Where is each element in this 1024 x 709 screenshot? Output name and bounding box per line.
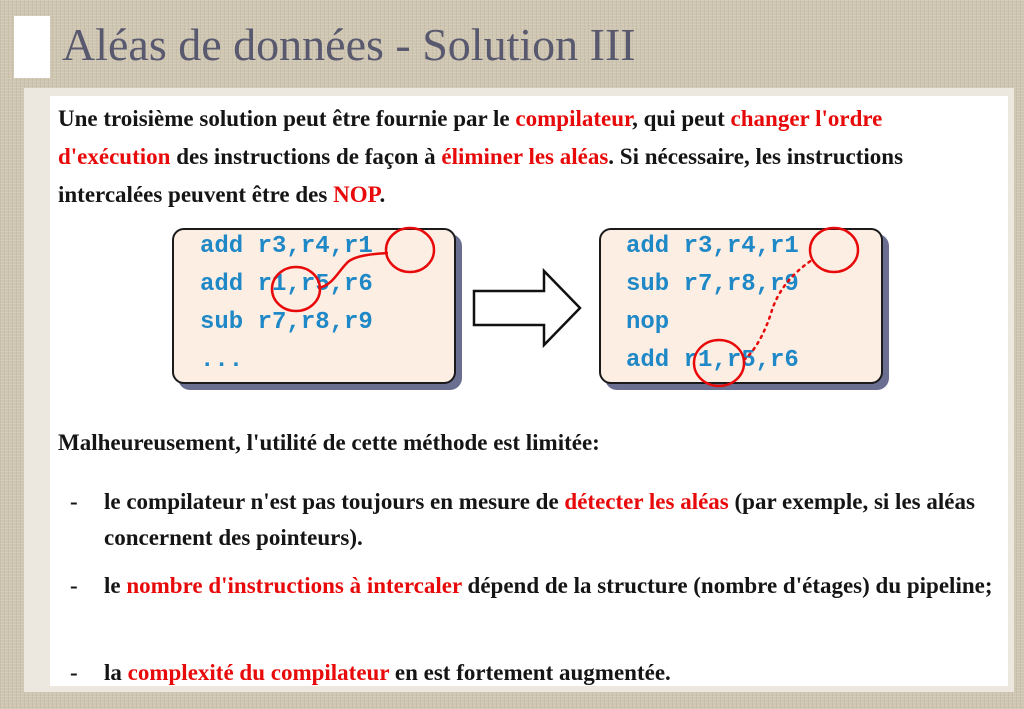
intro-text-4: . Si nécessaire, les instructions intercalées peuvent être des: [58, 144, 904, 207]
code-before-line-3: sub r7,r8,r9: [200, 309, 373, 336]
bullet-2-part-a: le: [104, 573, 127, 598]
code-before-line-1: add r3,r4,r1: [200, 233, 373, 260]
code-after-line-1: add r3,r4,r1: [626, 233, 799, 260]
dependency-link-after: [744, 260, 812, 360]
code-after-line-2: sub r7,r8,r9: [626, 271, 799, 298]
bullet-1-highlight: détecter les aléas: [564, 489, 729, 514]
bullet-3-part-a: la: [104, 660, 128, 685]
intro-text-3: des instructions de façon à: [170, 144, 442, 169]
transform-arrow-icon: [474, 271, 580, 345]
bullet-2-part-b: dépend de la structure (nombre d'étages) du pipeline;: [461, 573, 993, 598]
intro-compilateur: compilateur: [515, 106, 633, 131]
intro-text-5: .: [379, 182, 386, 207]
bullet-3-part-b: en est fortement augmentée.: [389, 660, 671, 685]
dependency-link-before: [318, 253, 388, 288]
bullet-1-text: [104, 484, 1004, 556]
hazard-circle-r1-src-after: [694, 340, 744, 386]
bullet-dash: -: [70, 489, 78, 514]
code-before-line-4: ...: [200, 347, 244, 374]
bullet-3-highlight: complexité du compilateur: [127, 660, 390, 685]
bullet-2-highlight: nombre d'instructions à intercaler: [126, 573, 462, 598]
bullet-dash: -: [70, 573, 78, 598]
code-after-line-3: nop: [626, 309, 670, 336]
slide-title: Aléas de données - Solution III: [62, 19, 636, 70]
hazard-circle-r1-dest-before: [386, 228, 434, 272]
bullet-2-text: [104, 568, 1004, 604]
limitation-heading: Malheureusement, l'utilité de cette méthode est limitée:: [58, 430, 600, 455]
bullet-dash: -: [70, 660, 78, 685]
bullet-3-text: [104, 655, 1004, 691]
intro-text-1: Une troisième solution peut être fournie par le: [58, 106, 516, 131]
hazard-circle-r1-src-before: [272, 267, 320, 311]
intro-text-2: , qui peut: [632, 106, 731, 131]
bullet-1-part-a: le compilateur n'est pas toujours en mesure de: [104, 489, 565, 514]
hazard-circle-r1-dest-after: [810, 228, 858, 272]
intro-nop: NOP: [333, 182, 380, 207]
code-after-line-4: add r1,r5,r6: [626, 347, 799, 374]
intro-eliminer: éliminer les aléas: [441, 144, 609, 169]
bullet-1-part-b: (par exemple, si les aléas concernent des pointeurs).: [104, 489, 975, 550]
intro-changer-ordre: changer l'ordre d'exécution: [58, 106, 883, 169]
code-before-line-2: add r1,r5,r6: [200, 271, 373, 298]
